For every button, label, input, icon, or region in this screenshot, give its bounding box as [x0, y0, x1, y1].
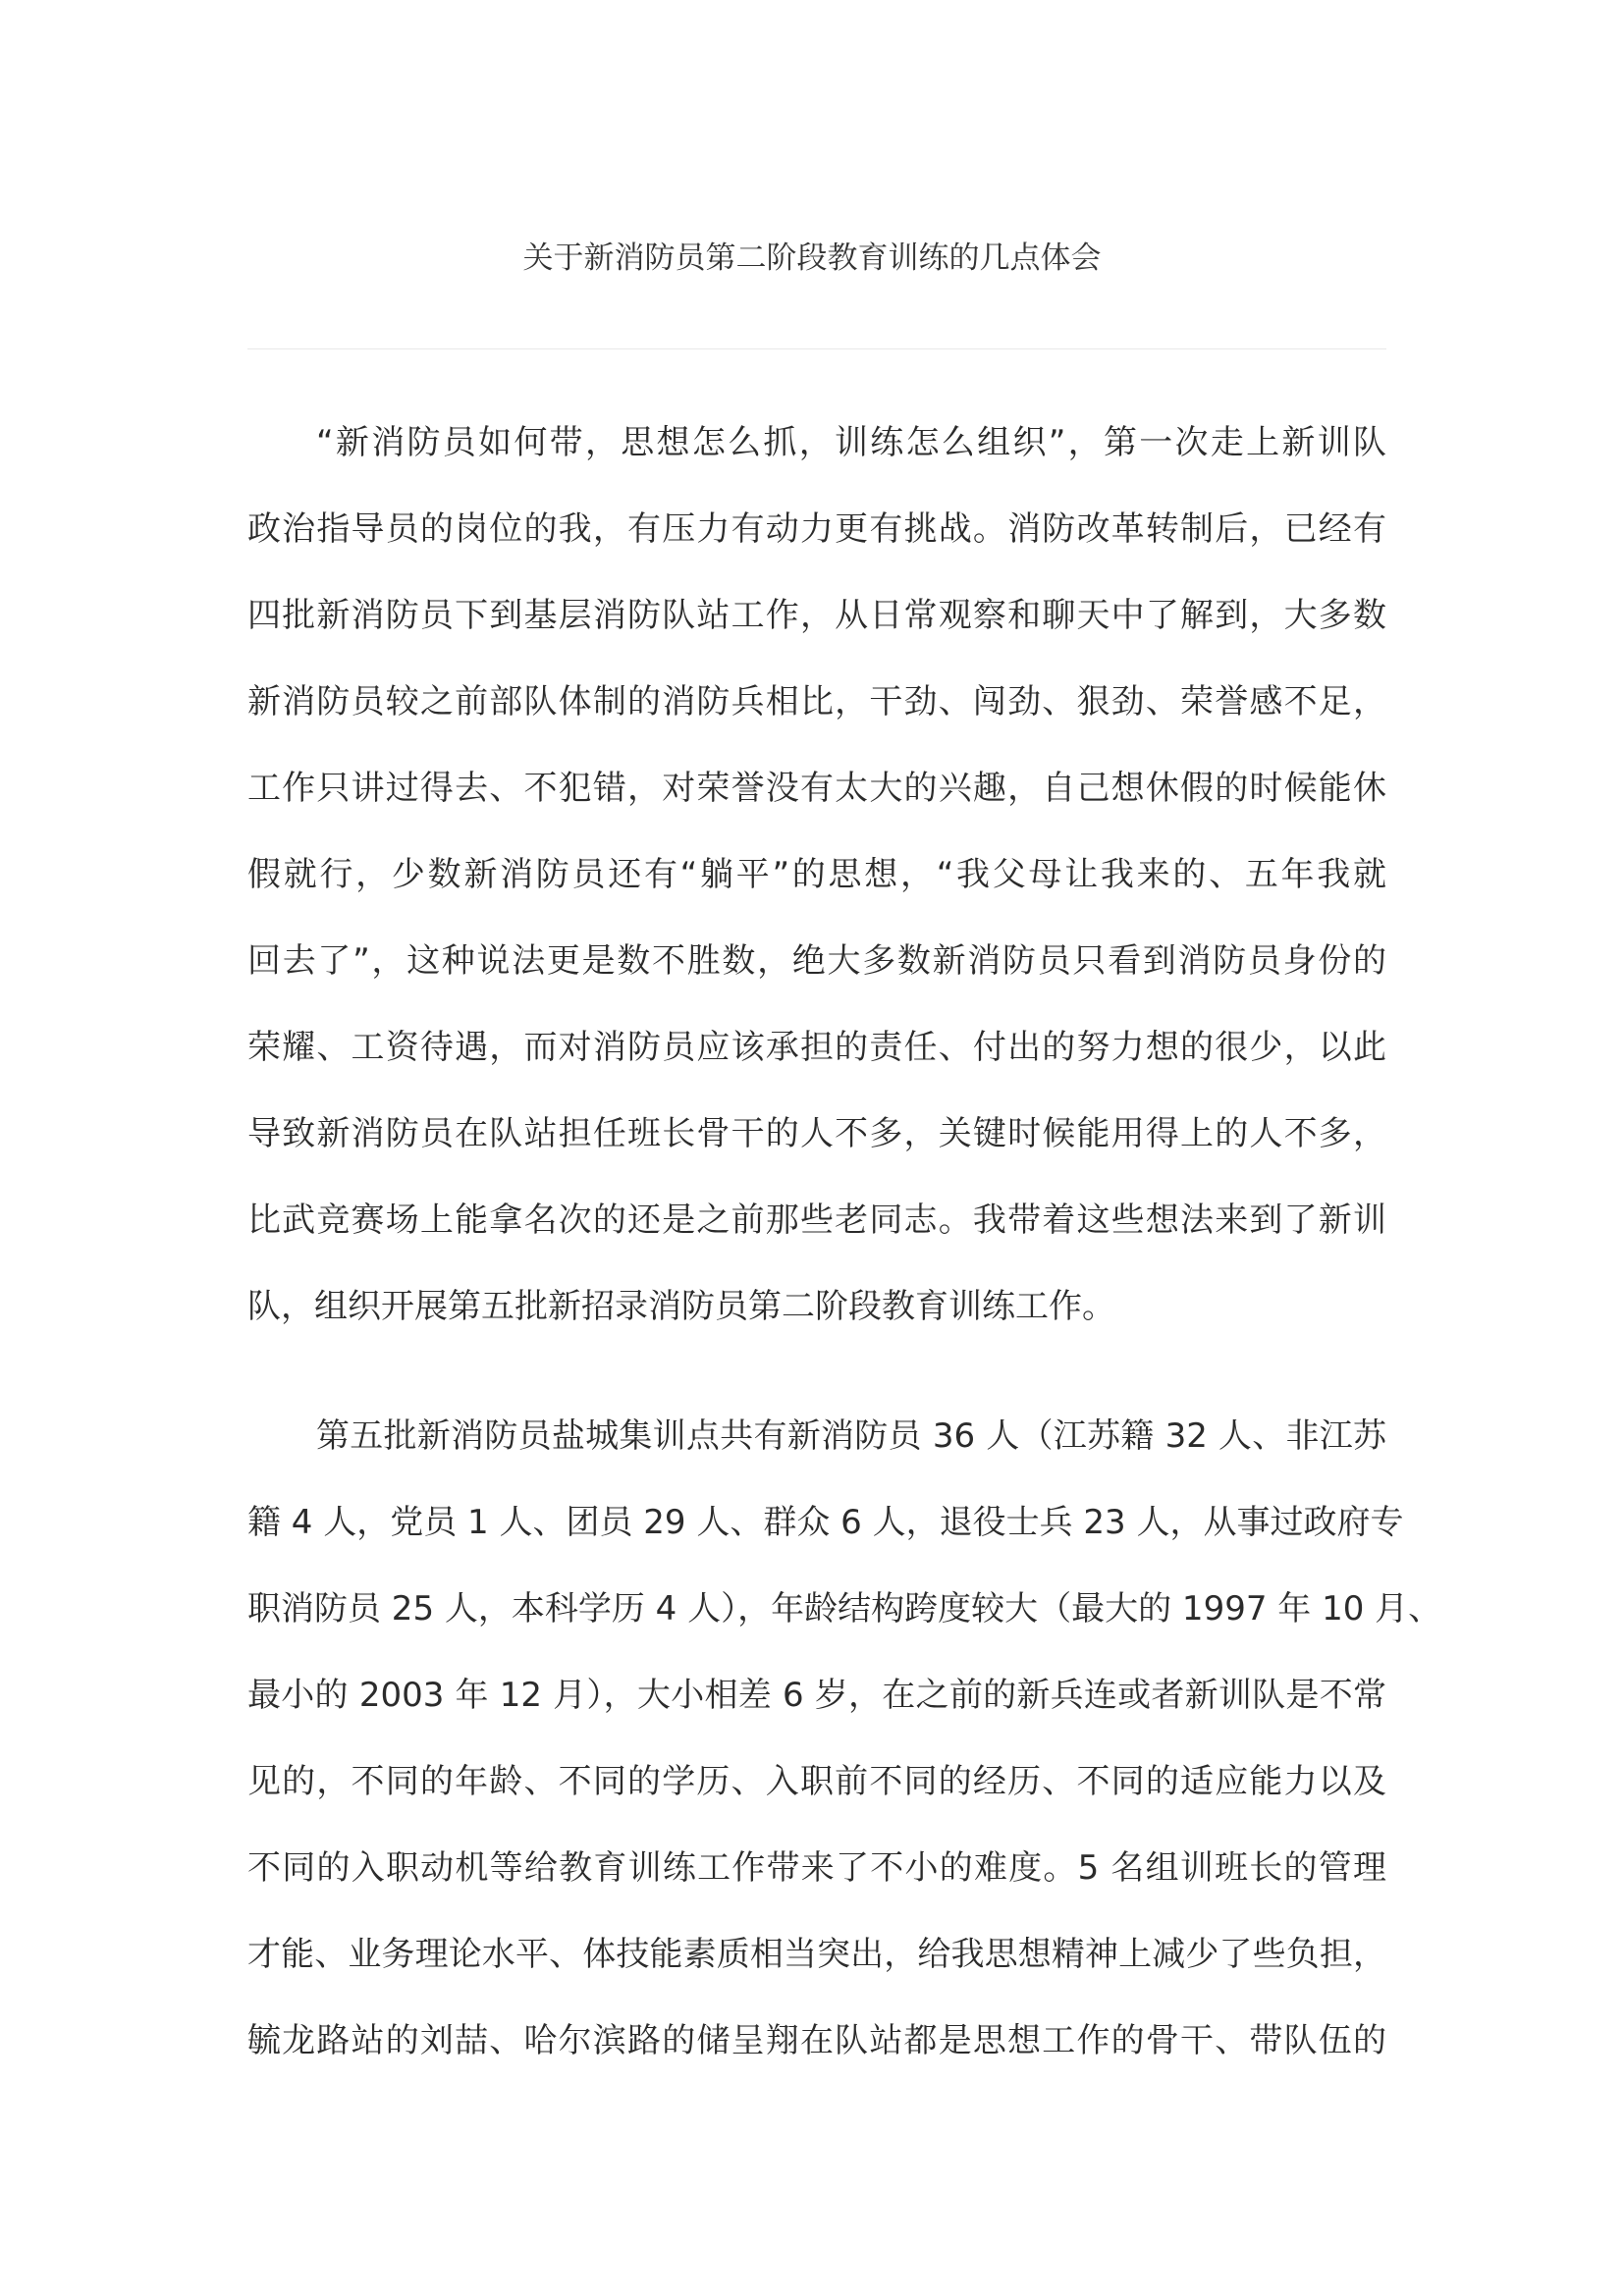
text-line: 不同的入职动机等给教育训练工作带来了不小的难度。5 名组训班长的管理	[247, 1848, 1386, 1888]
text-line: 四批新消防员下到基层消防队站工作，从日常观察和聊天中了解到，大多数	[247, 596, 1386, 635]
text-line: 见的，不同的年龄、不同的学历、入职前不同的经历、不同的适应能力以及	[247, 1762, 1386, 1801]
title-divider	[247, 348, 1386, 349]
text-line: “新消防员如何带，思想怎么抓，训练怎么组织”，第一次走上新训队	[316, 423, 1386, 462]
text-line: 队，组织开展第五批新招录消防员第二阶段教育训练工作。	[247, 1287, 1115, 1326]
text-line: 新消防员较之前部队体制的消防兵相比，干劲、闯劲、狠劲、荣誉感不足，	[247, 682, 1386, 721]
text-line: 荣耀、工资待遇，而对消防员应该承担的责任、付出的努力想的很少，以此	[247, 1028, 1386, 1067]
text-line: 导致新消防员在队站担任班长骨干的人不多，关键时候能用得上的人不多，	[247, 1114, 1386, 1153]
text-line: 回去了”，这种说法更是数不胜数，绝大多数新消防员只看到消防员身份的	[247, 941, 1386, 981]
text-line: 工作只讲过得去、不犯错，对荣誉没有太大的兴趣，自己想休假的时候能休	[247, 769, 1386, 808]
text-line: 职消防员 25 人，本科学历 4 人），年龄结构跨度较大（最大的 1997 年 10 月、	[247, 1589, 1442, 1629]
text-line: 籍 4 人，党员 1 人、团员 29 人、群众 6 人，退役士兵 23 人，从事过政府专	[247, 1503, 1404, 1542]
paragraph-1	[247, 400, 1386, 1350]
text-line: 才能、业务理论水平、体技能素质相当突出，给我思想精神上减少了些负担，	[247, 1935, 1386, 1974]
text-line: 假就行，少数新消防员还有“躺平”的思想，“我父母让我来的、五年我就	[247, 855, 1386, 894]
text-line: 第五批新消防员盐城集训点共有新消防员 36 人（江苏籍 32 人、非江苏	[316, 1416, 1386, 1456]
text-line: 比武竞赛场上能拿名次的还是之前那些老同志。我带着这些想法来到了新训	[247, 1201, 1386, 1240]
text-line: 最小的 2003 年 12 月），大小相差 6 岁，在之前的新兵连或者新训队是不常	[247, 1676, 1386, 1715]
text-line: 毓龙路站的刘喆、哈尔滨路的储呈翔在队站都是思想工作的骨干、带队伍的	[247, 2021, 1386, 2060]
paragraph-2	[247, 1393, 1442, 2084]
document-title: 关于新消防员第二阶段教育训练的几点体会	[522, 240, 1102, 276]
text-line: 政治指导员的岗位的我，有压力有动力更有挑战。消防改革转制后，已经有	[247, 509, 1386, 549]
